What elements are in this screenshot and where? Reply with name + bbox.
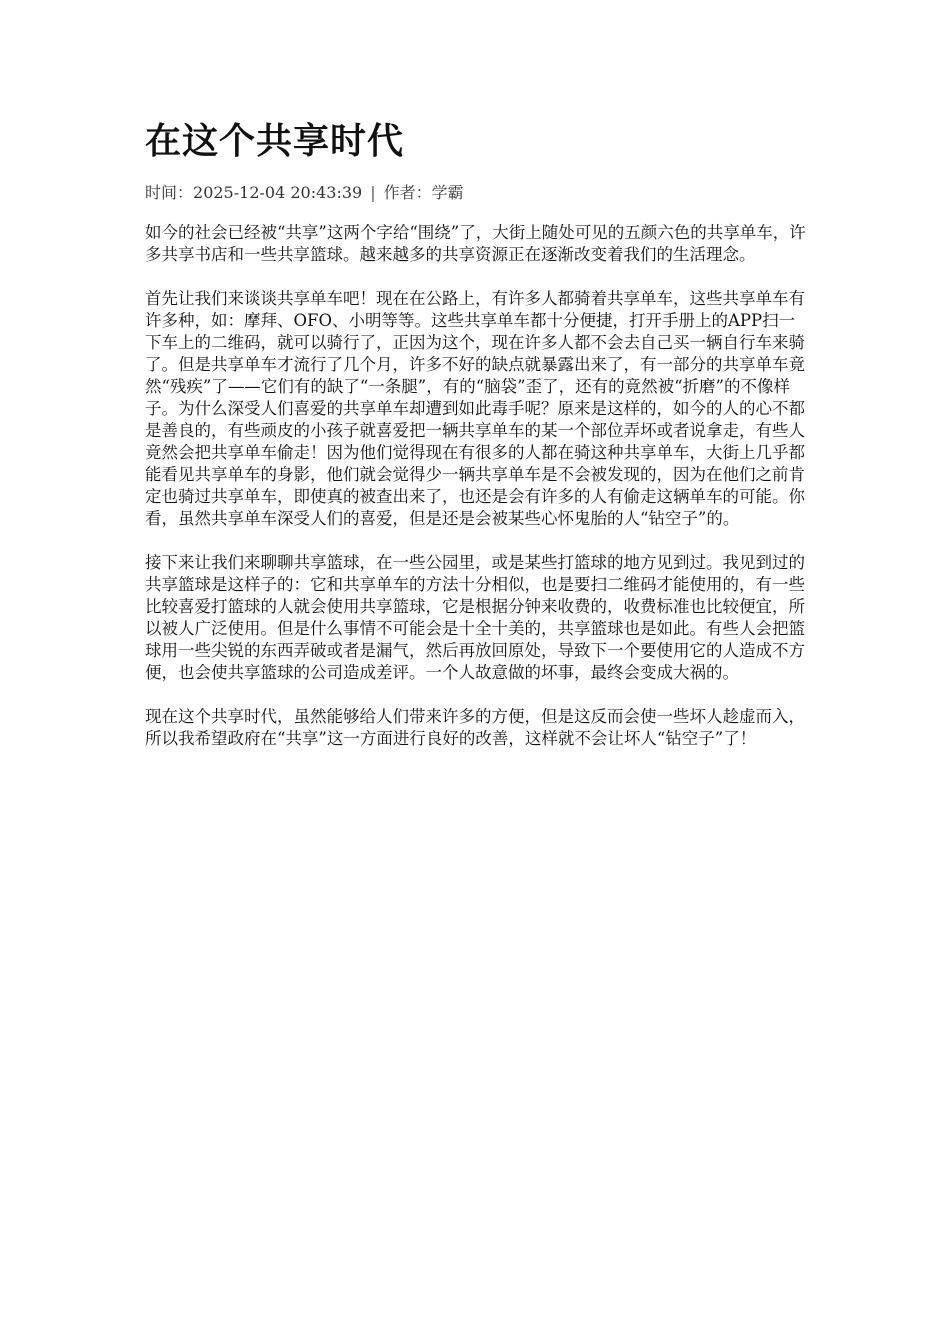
paragraph-shared-basketballs: 接下来让我们来聊聊共享篮球，在一些公园里，或是某些打篮球的地方见到过。我见到过的共享篮球是这样子的：它和共享单车的方法十分相似，也是要扫二维码才能使用的，有一些比较喜爱打篮球的人就会使用共享篮球，它是根据分钟来收费的，收费标准也比较便宜，所以被人广泛使用。但是什么事情不可能会是十全十美的，共享篮球也是如此。有些人会把篮球用一些尖锐的东西弄破或者是漏气，然后再放回原处，导致下一个要使用它的人造成不方便，也会使共享篮球的公司造成差评。一个人故意做的坏事，最终会变成大祸的。 [145, 553, 805, 682]
article-body [145, 222, 810, 750]
paragraph-intro: 如今的社会已经被“共享”这两个字给“围绕”了，大街上随处可见的五颜六色的共享单车，许多共享书店和一些共享篮球。越来越多的共享资源正在逐渐改变着我们的生活理念。 [145, 223, 806, 264]
paragraph-conclusion: 现在这个共享时代，虽然能够给人们带来许多的方便，但是这反而会使一些坏人趁虚而入，所以我希望政府在“共享”这一方面进行良好的改善，这样就不会让坏人“钻空子”了！ [145, 707, 805, 748]
article-title: 在这个共享时代 [145, 120, 405, 162]
paragraph-shared-bikes: 首先让我们来谈谈共享单车吧！现在在公路上，有许多人都骑着共享单车，这些共享单车有许多种，如：摩拜、OFO、小明等等。这些共享单车都十分便捷，打开手册上的APP扫一下车上的二维码，就可以骑行了，正因为这个，现在许多人都不会去自己买一辆自行车来骑了。但是共享单车才流行了几个月，许多不好的缺点就暴露出来了，有一部分的共享单车竟然“残疾”了——它们有的缺了“一条腿”，有的“脑袋”歪了，还有的竟然被“折磨”的不像样子。为什么深受人们喜爱的共享单车却遭到如此毒手呢？原来是这样的，如今的人的心不都是善良的，有些顽皮的小孩子就喜爱把一辆共享单车的某一个部位弄坏或者说拿走，有些人竟然会把共享单车偷走！因为他们觉得现在有很多的人都在骑这种共享单车，大街上几乎都能看见共享单车的身影，他们就会觉得少一辆共享单车是不会被发现的，因为在他们之前肯定也骑过共享单车，即使真的被查出来了，也还是会有许多的人有偷走这辆单车的可能。你看，虽然共享单车深受人们的喜爱，但是还是会被某些心怀鬼胎的人“钻空子”的。 [145, 289, 805, 528]
time-label: 时间： [145, 183, 194, 202]
author-label: 作者： [383, 183, 432, 202]
article-meta [145, 182, 810, 204]
article [145, 117, 810, 772]
meta-separator: | [370, 183, 376, 202]
author-value: 学霸 [431, 183, 464, 202]
time-value: 2025-12-04 20:43:39 [193, 183, 363, 202]
